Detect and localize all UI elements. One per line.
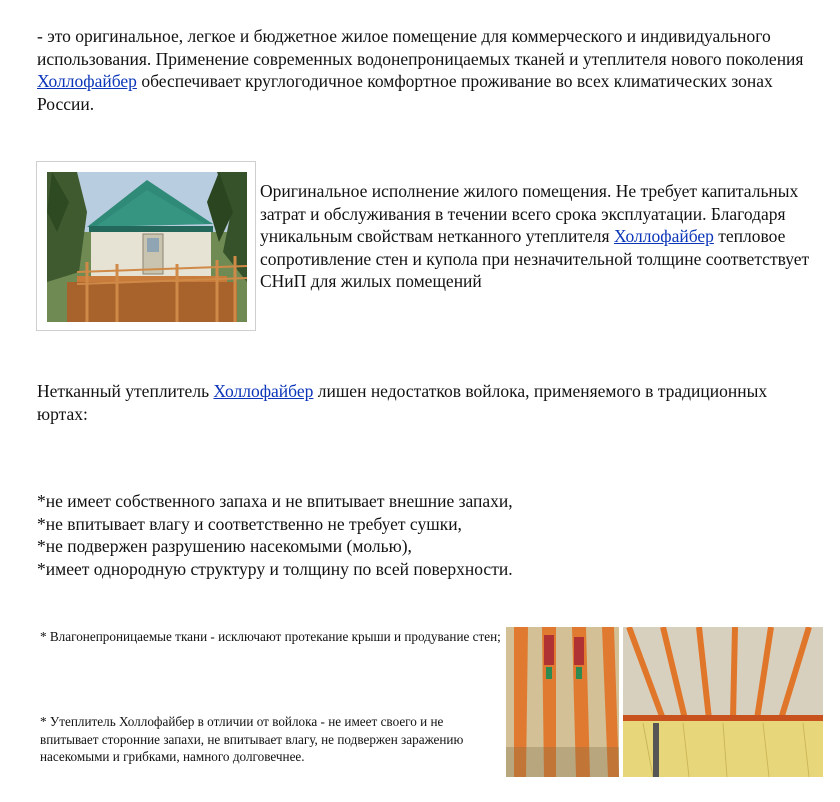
description-text: Оригинальное исполнение жилого помещения. Не требует капитальных затрат и обслуживания в течении всего срока эксплуатации. Благодаря уникальным свойствам нетканного утеплителя [260,181,799,246]
hollofiber-link-3[interactable]: Холлофайбер [213,381,314,401]
yurt-illustration [47,172,247,322]
interior-ceiling-photo-1 [506,627,619,777]
yurt-photo [36,161,256,331]
intro-paragraph [37,25,827,115]
description-paragraph [260,180,820,293]
benefit-item: *не подвержен разрушению насекомыми (молью), [37,536,412,556]
benefit-item: *не впитывает влагу и соответственно не требует сушки, [37,513,462,534]
insulation-text: Нетканный утеплитель [37,381,214,401]
benefit-item: *имеет однородную структуру и толщину по всей поверхности. [37,558,513,579]
insulation-paragraph [37,380,817,425]
intro-text: - это оригинальное, легкое и бюджетное жилое помещение для коммерческого и индивидуального использования. Применение современных водонепроницаемых тканей и утеплителя нового поколения [37,26,804,69]
insulation-text-end: лишен недостатков войлока, применяемого в традиционных юртах: [37,381,768,424]
benefit-item: *не имеет собственного запаха и не впитывает внешние запахи, [37,491,513,511]
intro-text-end: обеспечивает круглогодичное комфортное проживание во всех климатических зонах России. [37,71,773,114]
note-fabric: * Влагонепроницаемые ткани - исключают протекание крыши и продувание стен; [40,629,501,644]
interior-ceiling-photo-2 [623,627,823,777]
hollofiber-link-2[interactable]: Холлофайбер [613,226,714,246]
description-text-end: тепловое сопротивление стен и купола при незначительной толщине соответствует СНиП для жилых помещений [260,226,810,291]
benefits-list [37,490,817,580]
hollofiber-link[interactable]: Холлофайбер [37,71,137,91]
note-insulation: * Утеплитель Холлофайбер в отличии от войлока - не имеет своего и не впитывает сторонние запахи, не впитывает влагу, не подвержен заражению насекомыми и грибками, намного долговечнее. [40,714,464,764]
